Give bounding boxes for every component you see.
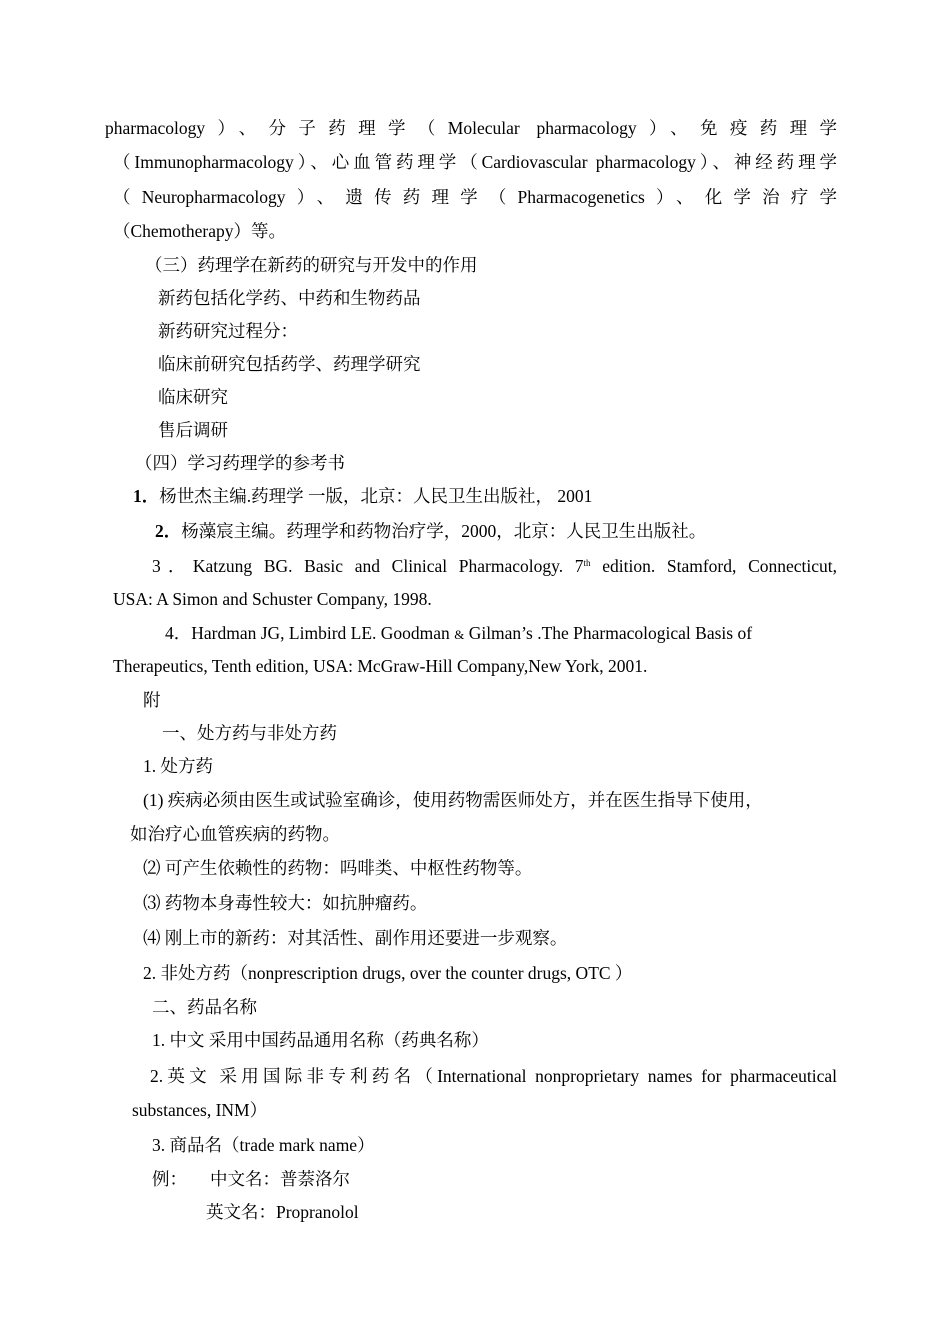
intro-line-2: （Immunopharmacology）、心血管药理学（Cardiovascular pharmacology）、神经药理学 [113, 152, 837, 172]
reference-4-line-2: Therapeutics, Tenth edition, USA: McGraw-Hill Company,New York, 2001. [113, 656, 648, 676]
reference-2-text: 杨藻宸主编。药理学和药物治疗学，2000，北京：人民卫生出版社。 [181, 521, 707, 541]
prescription-item-1-line-1: (1) 疾病必须由医生或试验室确诊，使用药物需医师处方，并在医生指导下使用， [143, 790, 763, 810]
reference-3-superscript: th [583, 558, 591, 568]
appendix-part-1-heading: 一、处方药与非处方药 [162, 723, 337, 743]
reference-4-text-b: Gilman’s .The Pharmacological Basis of [464, 623, 753, 643]
example-english-name: 英文名：Propranolol [206, 1202, 359, 1222]
reference-2 [155, 520, 706, 542]
example-label: 例： [152, 1169, 187, 1189]
section-3-item: 新药研究过程分： [158, 321, 298, 341]
section-3-heading: （三）药理学在新药的研究与开发中的作用 [145, 255, 478, 275]
section-3-item: 售后调研 [158, 420, 228, 440]
intro-line-1: pharmacology）、分子药理学（Molecular pharmacology）、免疫药理学 [105, 118, 837, 138]
drug-name-english-line-1: 2.英文 采用国际非专利药名（International nonproprietary names for pharmaceutical [150, 1066, 837, 1086]
reference-3-line-1 [152, 555, 837, 577]
prescription-drugs-heading: 1. 处方药 [143, 756, 213, 776]
reference-4-line-1 [165, 622, 752, 646]
prescription-item-4: ⑷ 刚上市的新药：对其活性、副作用还要进一步观察。 [143, 928, 568, 948]
reference-1-number: 1． [133, 486, 160, 506]
section-3-item: 临床前研究包括药学、药理学研究 [158, 354, 421, 374]
otc-heading: 2. 非处方药（nonprescription drugs, over the counter drugs, OTC ） [143, 963, 633, 983]
example-chinese-name: 中文名：普萘洛尔 [210, 1169, 350, 1189]
prescription-item-1-line-2: 如治疗心血管疾病的药物。 [130, 824, 340, 844]
reference-1 [133, 485, 592, 507]
reference-3-text-b: edition. Stamford, Connecticut, [590, 556, 837, 576]
reference-3-line-2: USA: A Simon and Schuster Company, 1998. [113, 589, 432, 609]
appendix-part-2-heading: 二、药品名称 [152, 997, 257, 1017]
trade-name-heading: 3. 商品名（trade mark name） [152, 1135, 375, 1155]
reference-3-text-a: 3．Katzung BG. Basic and Clinical Pharmacology. 7 [152, 556, 584, 576]
reference-4-text-a: 4．Hardman JG, Limbird LE. Goodman [165, 623, 455, 643]
reference-1-text: 杨世杰主编.药理学 一版，北京：人民卫生出版社， 2001 [159, 486, 593, 506]
intro-line-3: （Neuropharmacology）、遗传药理学（Pharmacogenetics）、化学治疗学 [113, 187, 837, 207]
section-3-item: 临床研究 [158, 387, 228, 407]
reference-2-number: 2． [155, 521, 182, 541]
section-3-item: 新药包括化学药、中药和生物药品 [158, 288, 421, 308]
section-4-heading: （四）学习药理学的参考书 [135, 453, 345, 473]
ampersand-symbol: & [454, 627, 465, 642]
prescription-item-2: ⑵ 可产生依赖性的药物：吗啡类、中枢性药物等。 [143, 858, 533, 878]
intro-line-4: （Chemotherapy）等。 [113, 221, 287, 241]
appendix-label: 附 [143, 690, 161, 710]
drug-name-english-line-2: substances, INM） [132, 1100, 268, 1120]
drug-name-chinese: 1. 中文 采用中国药品通用名称（药典名称） [152, 1030, 489, 1050]
prescription-item-3: ⑶ 药物本身毒性较大：如抗肿瘤药。 [143, 893, 428, 913]
